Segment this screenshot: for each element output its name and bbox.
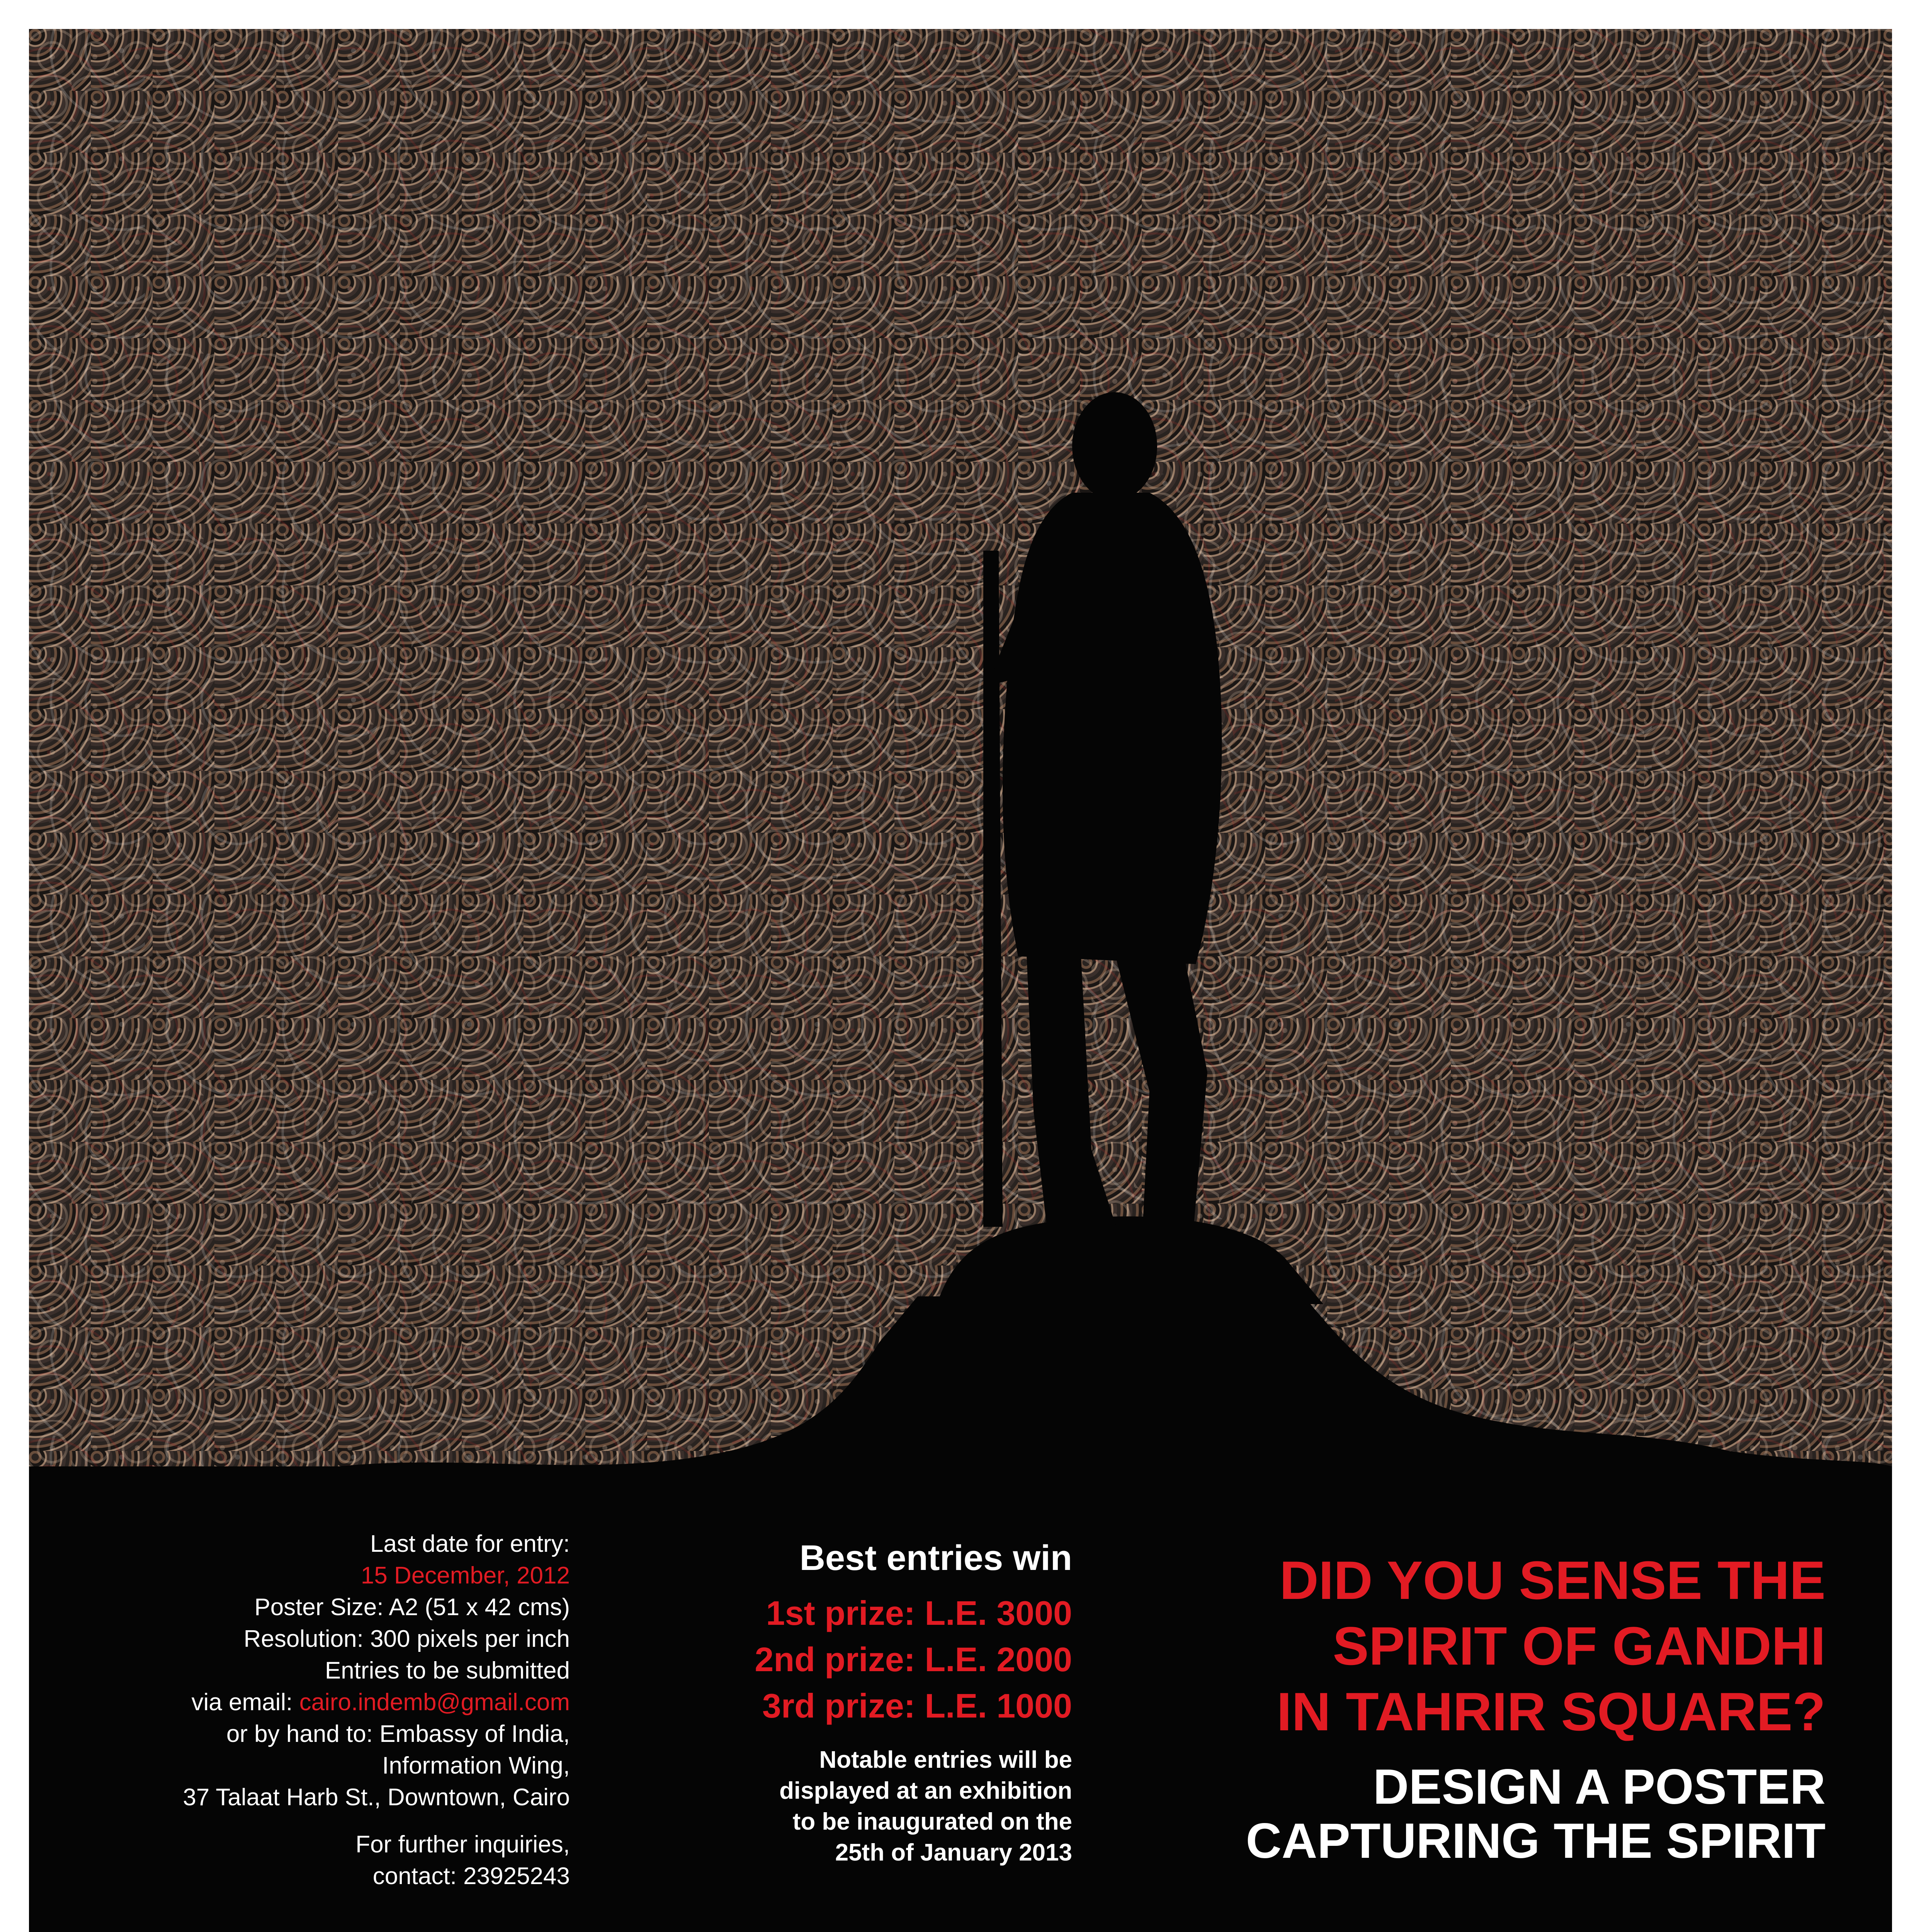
last-date-label: Last date for entry:	[370, 1531, 570, 1557]
subheadline: DESIGN A POSTER CAPTURING THE SPIRIT	[1246, 1759, 1826, 1869]
prizes-title: Best entries win	[799, 1538, 1072, 1578]
submitted-label: Entries to be submitted	[325, 1657, 570, 1684]
notable-entries: Notable entries will be displayed at an exhibition to be inaugurated on the 25th of January 2013	[779, 1747, 1072, 1866]
contact: contact: 23925243	[372, 1863, 570, 1889]
by-hand: or by hand to: Embassy of India,	[226, 1721, 570, 1747]
entry-email-link[interactable]: cairo.indemb@gmail.com	[299, 1689, 570, 1716]
inquiries: For further inquiries,	[355, 1831, 570, 1858]
prize-list	[609, 1590, 1072, 1729]
information-wing: Information Wing,	[382, 1752, 570, 1779]
address: 37 Talaat Harb St., Downtown, Cairo	[183, 1784, 570, 1811]
last-date: 15 December, 2012	[360, 1562, 570, 1589]
poster-size: Poster Size: A2 (51 x 42 cms)	[254, 1594, 570, 1621]
third-prize: 3rd prize: L.E. 1000	[762, 1687, 1072, 1725]
entry-details	[145, 1528, 570, 1892]
poster	[29, 29, 1892, 1932]
headline: DID YOU SENSE THE SPIRIT OF GANDHI IN TAHRIR SQUARE?	[1277, 1550, 1826, 1742]
first-prize: 1st prize: L.E. 3000	[766, 1594, 1072, 1632]
via-email-label: via email:	[191, 1689, 293, 1716]
second-prize: 2nd prize: L.E. 2000	[755, 1640, 1072, 1679]
resolution: Resolution: 300 pixels per inch	[243, 1626, 570, 1652]
